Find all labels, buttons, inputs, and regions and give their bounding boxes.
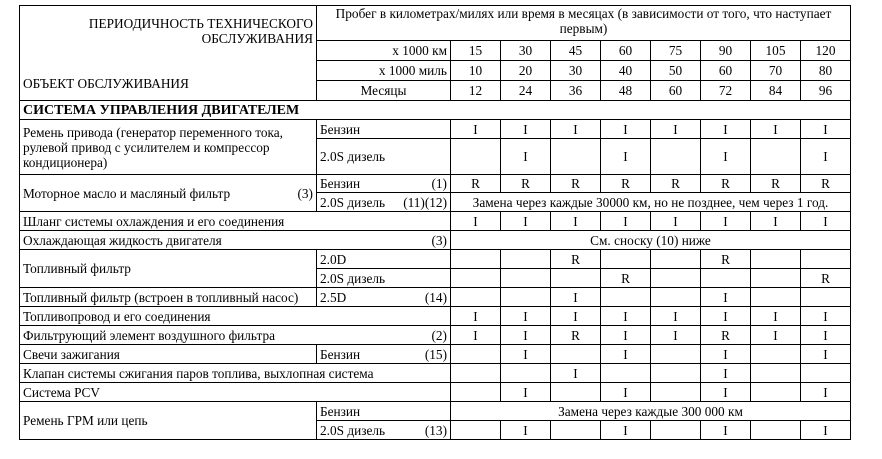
item-drive-belt: Ремень привода (генератор переменного тока, рулевой привод с усилителем и компрессор кондиционера) — [20, 120, 317, 175]
item-engine-oil — [20, 175, 317, 212]
interval-cell: I — [801, 345, 851, 364]
interval-cell: R — [651, 175, 701, 193]
interval-cell — [751, 421, 801, 440]
engine-label-cell — [317, 421, 451, 440]
interval-cell: I — [801, 307, 851, 326]
section-title: СИСТЕМА УПРАВЛЕНИЯ ДВИГАТЕЛЕМ — [20, 101, 851, 120]
interval-cell — [451, 345, 501, 364]
interval-cell: I — [501, 212, 551, 231]
interval-cell: I — [601, 326, 651, 345]
interval-cell — [651, 383, 701, 402]
interval-cell — [451, 250, 501, 269]
interval-cell: I — [651, 212, 701, 231]
interval-cell — [601, 250, 651, 269]
engine-label: Бензин — [320, 346, 361, 362]
interval-cell: I — [701, 421, 751, 440]
interval-cell: I — [551, 120, 601, 139]
miles-value: 20 — [501, 61, 551, 81]
engine-label: 2.0S дизель — [320, 194, 386, 210]
periodicity-title: ПЕРИОДИЧНОСТЬ ТЕХНИЧЕСКОГО ОБСЛУЖИВАНИЯ — [88, 15, 313, 46]
interval-cell: I — [451, 120, 501, 139]
footnote-ref: (3) — [297, 185, 313, 201]
maintenance-schedule — [19, 5, 851, 440]
interval-cell: I — [701, 139, 751, 175]
interval-cell: I — [701, 288, 751, 307]
interval-cell — [451, 269, 501, 288]
engine-label: 2.0S дизель — [317, 269, 451, 288]
interval-cell — [751, 288, 801, 307]
interval-cell: I — [501, 421, 551, 440]
km-value: 60 — [601, 41, 651, 61]
interval-cell: R — [701, 250, 751, 269]
item-label: Охлаждающая жидкость двигателя — [23, 232, 222, 248]
interval-cell: I — [501, 326, 551, 345]
interval-cell: R — [801, 269, 851, 288]
interval-cell — [551, 139, 601, 175]
interval-cell — [451, 364, 501, 383]
interval-cell — [651, 345, 701, 364]
interval-cell — [801, 288, 851, 307]
months-value: 48 — [601, 81, 651, 101]
item-coolant-hose: Шланг системы охлаждения и его соединения — [20, 212, 451, 231]
interval-note: Замена через каждые 30000 км, но не позднее, чем через 1 год. — [451, 193, 851, 212]
interval-cell: R — [601, 175, 651, 193]
interval-cell — [501, 250, 551, 269]
interval-cell: I — [651, 326, 701, 345]
item-air-filter — [20, 326, 451, 345]
interval-cell: R — [601, 269, 651, 288]
maintenance-table — [19, 5, 851, 440]
interval-cell — [651, 269, 701, 288]
interval-cell: I — [601, 212, 651, 231]
interval-cell: I — [701, 383, 751, 402]
interval-cell — [501, 288, 551, 307]
interval-cell — [651, 250, 701, 269]
engine-label: Бензин — [317, 402, 451, 421]
footnote-ref: (11)(12) — [403, 194, 447, 210]
interval-cell — [451, 139, 501, 175]
object-label: ОБЪЕКТ ОБСЛУЖИВАНИЯ — [23, 75, 189, 91]
interval-cell: I — [651, 120, 701, 139]
km-value: 45 — [551, 41, 601, 61]
interval-cell: R — [701, 326, 751, 345]
interval-cell — [601, 288, 651, 307]
interval-cell: I — [701, 364, 751, 383]
item-spark-plugs: Свечи зажигания — [20, 345, 317, 364]
miles-value: 30 — [551, 61, 601, 81]
interval-cell — [651, 364, 701, 383]
interval-cell — [551, 383, 601, 402]
interval-cell — [751, 250, 801, 269]
footnote-ref: (1) — [431, 176, 447, 191]
interval-note: Замена через каждые 300 000 км — [451, 402, 851, 421]
months-value: 84 — [751, 81, 801, 101]
interval-cell — [701, 269, 751, 288]
interval-cell — [751, 383, 801, 402]
km-value: 90 — [701, 41, 751, 61]
km-value: 75 — [651, 41, 701, 61]
interval-cell: I — [601, 383, 651, 402]
interval-cell — [501, 269, 551, 288]
interval-cell — [651, 421, 701, 440]
engine-label-cell — [317, 288, 451, 307]
footnote-ref: (14) — [424, 289, 447, 305]
interval-cell — [801, 250, 851, 269]
miles-label: х 1000 миль — [317, 61, 451, 81]
interval-cell: I — [801, 120, 851, 139]
interval-cell — [601, 364, 651, 383]
miles-value: 70 — [751, 61, 801, 81]
interval-cell: I — [701, 345, 751, 364]
interval-cell: I — [801, 139, 851, 175]
interval-cell: R — [551, 326, 601, 345]
interval-cell: R — [451, 175, 501, 193]
interval-cell: I — [751, 326, 801, 345]
interval-cell: I — [701, 307, 751, 326]
interval-cell — [751, 345, 801, 364]
interval-cell: R — [551, 175, 601, 193]
interval-cell: I — [551, 288, 601, 307]
miles-value: 10 — [451, 61, 501, 81]
item-fuel-line: Топливопровод и его соединения — [20, 307, 451, 326]
interval-cell: I — [551, 364, 601, 383]
interval-cell: R — [801, 175, 851, 193]
interval-note: См. сноску (10) ниже — [451, 231, 851, 250]
interval-cell: I — [651, 307, 701, 326]
months-value: 24 — [501, 81, 551, 101]
item-coolant — [20, 231, 451, 250]
interval-cell: I — [551, 212, 601, 231]
miles-value: 60 — [701, 61, 751, 81]
interval-cell: R — [751, 175, 801, 193]
footnote-ref: (3) — [431, 232, 447, 248]
header-label-cell — [20, 6, 317, 101]
interval-cell: I — [451, 212, 501, 231]
item-fuel-filter: Топливный фильтр — [20, 250, 317, 288]
engine-label: 2.0S дизель — [317, 139, 451, 175]
interval-cell — [501, 364, 551, 383]
interval-cell: I — [801, 421, 851, 440]
interval-cell: R — [501, 175, 551, 193]
mileage-caption: Пробег в километрах/милях или время в месяцах (в зависимости от того, что наступает первым) — [317, 6, 851, 41]
km-value: 105 — [751, 41, 801, 61]
interval-cell — [551, 269, 601, 288]
interval-cell — [751, 269, 801, 288]
miles-value: 40 — [601, 61, 651, 81]
interval-cell: I — [551, 307, 601, 326]
engine-label-cell — [317, 345, 451, 364]
months-value: 96 — [801, 81, 851, 101]
months-label: Месяцы — [317, 81, 451, 101]
interval-cell: I — [501, 345, 551, 364]
interval-cell — [551, 421, 601, 440]
interval-cell: I — [601, 421, 651, 440]
interval-cell: R — [701, 175, 751, 193]
item-fuel-filter-pump: Топливный фильтр (встроен в топливный насос) — [20, 288, 317, 307]
months-value: 60 — [651, 81, 701, 101]
interval-cell: I — [501, 120, 551, 139]
km-label: х 1000 км — [317, 41, 451, 61]
interval-cell: I — [601, 139, 651, 175]
months-value: 36 — [551, 81, 601, 101]
months-value: 72 — [701, 81, 751, 101]
km-value: 15 — [451, 41, 501, 61]
item-timing-belt: Ремень ГРМ или цепь — [20, 402, 317, 440]
interval-cell: I — [601, 307, 651, 326]
interval-cell — [651, 288, 701, 307]
interval-cell — [551, 345, 601, 364]
interval-cell — [451, 421, 501, 440]
interval-cell — [651, 139, 701, 175]
interval-cell: R — [551, 250, 601, 269]
interval-cell: I — [601, 345, 651, 364]
interval-cell: I — [701, 120, 751, 139]
interval-cell: I — [801, 326, 851, 345]
engine-label: Бензин — [317, 120, 451, 139]
item-pcv-system: Система PCV — [20, 383, 451, 402]
interval-cell — [451, 288, 501, 307]
engine-label: Бензин — [320, 176, 361, 191]
interval-cell: I — [751, 307, 801, 326]
item-label: Моторное масло и масляный фильтр — [23, 185, 231, 201]
interval-cell: I — [451, 307, 501, 326]
engine-label: 2.0S дизель — [320, 422, 386, 438]
interval-cell: I — [801, 212, 851, 231]
interval-cell — [751, 139, 801, 175]
km-value: 30 — [501, 41, 551, 61]
item-evap-system: Клапан системы сжигания паров топлива, выхлопная система — [20, 364, 451, 383]
interval-cell: I — [751, 120, 801, 139]
engine-label-cell — [317, 175, 451, 193]
footnote-ref: (2) — [431, 327, 447, 343]
interval-cell: I — [501, 383, 551, 402]
item-label: Фильтрующий элемент воздушного фильтра — [23, 327, 276, 343]
miles-value: 80 — [801, 61, 851, 81]
interval-cell — [751, 364, 801, 383]
interval-cell: I — [701, 212, 751, 231]
interval-cell — [801, 364, 851, 383]
footnote-ref: (15) — [424, 346, 447, 362]
interval-cell — [451, 383, 501, 402]
interval-cell: I — [801, 383, 851, 402]
months-value: 12 — [451, 81, 501, 101]
interval-cell: I — [451, 326, 501, 345]
interval-cell: I — [601, 120, 651, 139]
engine-label: 2.5D — [320, 289, 347, 305]
km-value: 120 — [801, 41, 851, 61]
interval-cell: I — [501, 307, 551, 326]
interval-cell: I — [501, 139, 551, 175]
footnote-ref: (13) — [424, 422, 447, 438]
miles-value: 50 — [651, 61, 701, 81]
interval-cell: I — [751, 212, 801, 231]
engine-label: 2.0D — [317, 250, 451, 269]
engine-label-cell — [317, 193, 451, 212]
